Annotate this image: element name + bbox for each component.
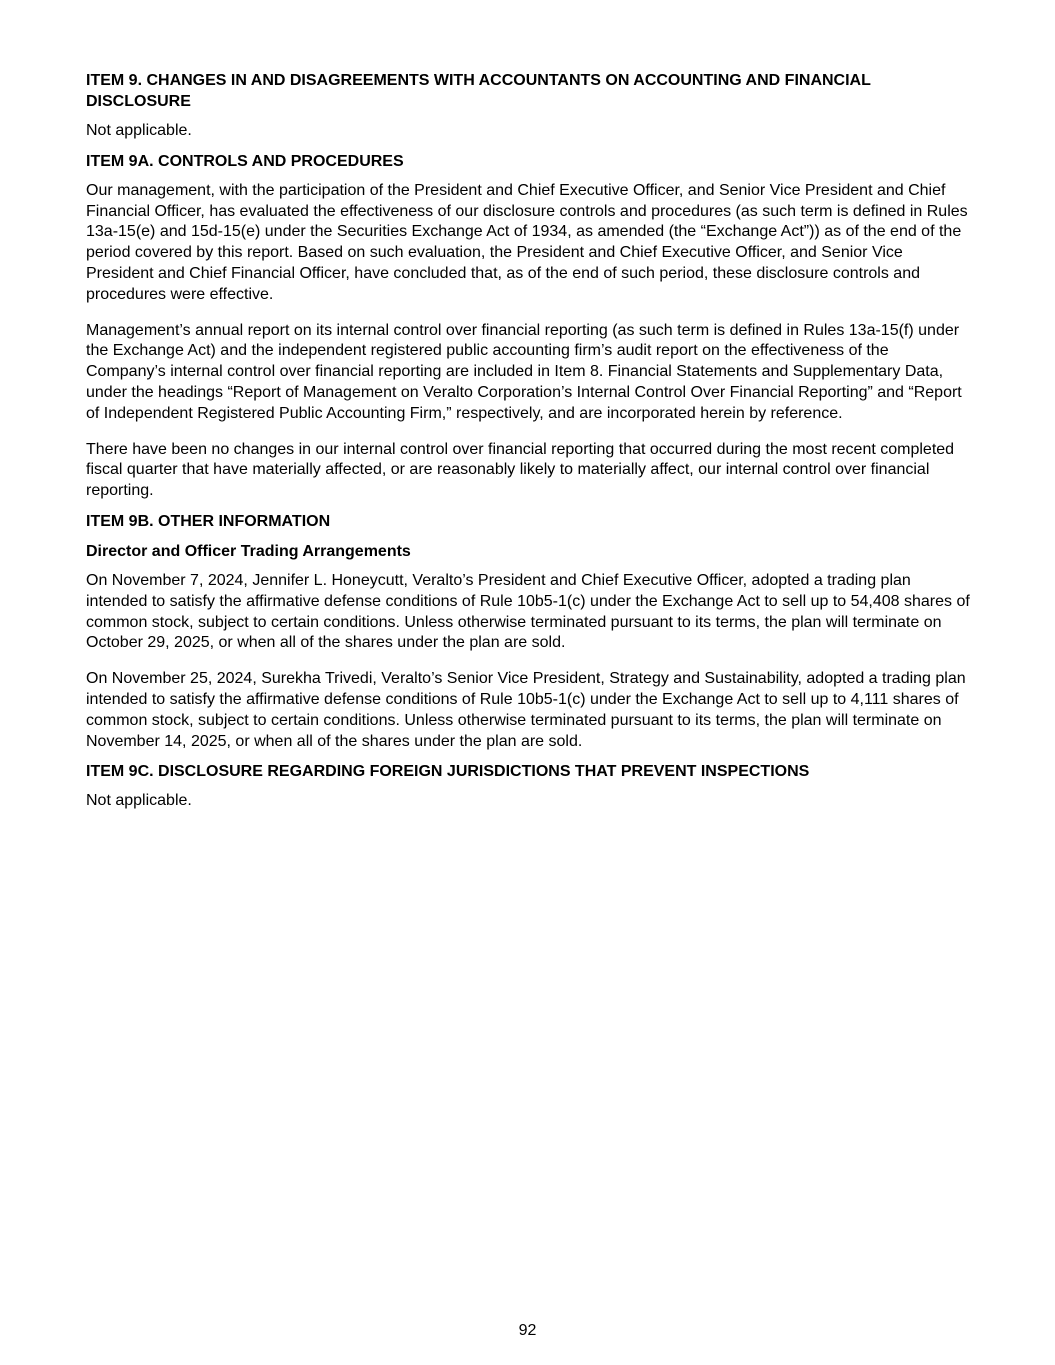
item-9b-heading: ITEM 9B. OTHER INFORMATION bbox=[86, 512, 331, 530]
item-9a-paragraph-1: Our management, with the participation of the President and Chief Executive Officer, and Senior Vice President and Chief Financial Officer, has evaluated the effectiveness of our disclosure controls and procedures (as such term is defined in Rules 13a-15(e) and 15d-15(e) under the Securities Exchange Act of 1934, as amended (the “Exchange Act”)) as of the end of the period covered by this report. Based on such evaluation, the President and Chief Executive Officer, and Senior Vice President and Chief Financial Officer, have concluded that, as of the end of such period, these disclosure controls and procedures were effective. bbox=[86, 181, 968, 303]
item-9b-subheading: Director and Officer Trading Arrangements bbox=[86, 542, 411, 560]
item-9-text: Not applicable. bbox=[86, 122, 192, 139]
item-9c-heading: ITEM 9C. DISCLOSURE REGARDING FOREIGN JURISDICTIONS THAT PREVENT INSPECTIONS bbox=[86, 763, 810, 781]
document-page bbox=[86, 70, 970, 827]
item-9b-paragraph-1: On November 7, 2024, Jennifer L. Honeycutt, Veralto’s President and Chief Executive Officer, adopted a trading plan intended to satisfy the affirmative defense conditions of Rule 10b5-1(c) under the Exchange Act to sell up to 54,408 shares of common stock, subject to certain conditions. Unless otherwise terminated pursuant to its terms, the plan will terminate on October 29, 2025, or when all of the shares under the plan are sold. bbox=[86, 571, 970, 652]
item-9b-paragraph-2: On November 25, 2024, Surekha Trivedi, Veralto’s Senior Vice President, Strategy and Sustainability, adopted a trading plan intended to satisfy the affirmative defense conditions of Rule 10b5-1(c) under the Exchange Act to sell up to 4,111 shares of common stock, subject to certain conditions. Unless otherwise terminated pursuant to its terms, the plan will terminate on November 14, 2025, or when all of the shares under the plan are sold. bbox=[86, 670, 966, 750]
item-9c-text: Not applicable. bbox=[86, 792, 192, 810]
page-number: 92 bbox=[518, 1322, 537, 1339]
item-9-heading: ITEM 9. CHANGES IN AND DISAGREEMENTS WITH ACCOUNTANTS ON ACCOUNTING AND FINANCIAL DISCLOSURE bbox=[86, 72, 871, 110]
item-9a-heading: ITEM 9A. CONTROLS AND PROCEDURES bbox=[86, 152, 404, 170]
item-9a-paragraph-3: There have been no changes in our internal control over financial reporting that occurred during the most recent completed fiscal quarter that have materially affected, or are reasonably likely to materially affect, our internal control over financial reporting. bbox=[86, 440, 955, 500]
item-9a-paragraph-2: Management’s annual report on its internal control over financial reporting (as such term is defined in Rules 13a-15(f) under the Exchange Act) and the independent registered public accounting firm’s audit report on the effectiveness of the Company’s internal control over financial reporting are included in Item 8. Financial Statements and Supplementary Data, under the headings “Report of Management on Veralto Corporation’s Internal Control Over Financial Reporting” and “Report of Independent Registered Public Accounting Firm,” respectively, and are incorporated herein by reference. bbox=[86, 321, 962, 422]
